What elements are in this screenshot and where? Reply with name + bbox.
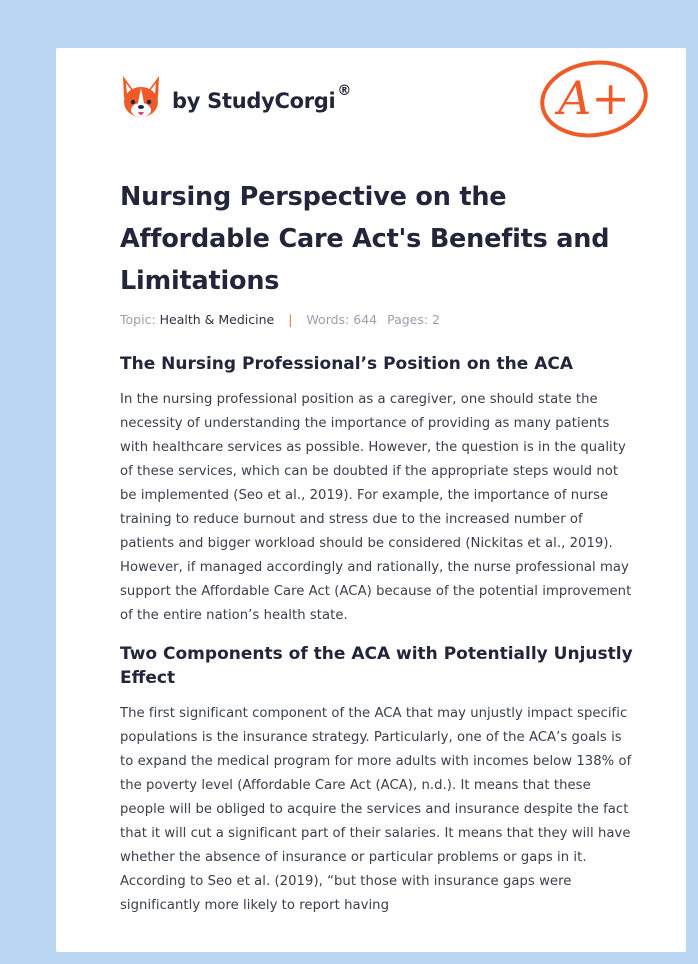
grade-text: A+ [558, 71, 630, 125]
section-heading: Two Components of the ACA with Potentially Unjustly Effect [120, 644, 633, 688]
brand-name: by StudyCorgi ® [172, 83, 352, 113]
essay-content [120, 352, 634, 932]
page-title: Nursing Perspective on the Affordable Care Act's Benefits and Limitations [120, 182, 610, 296]
section-paragraph: The first significant component of the ACA that may unjustly impact specific populations is the insurance strategy. Particularly, one of the ACA’s goals is to expand the medical program for more adults with incomes below 138% of the poverty level (Affordable Care Act (ACA), n.d.). It means that these people will be obliged to acquire the services and insurance despite the fact that it will cut a significant part of their salaries. It means that they will have whether the absence of insurance or particular problems or gaps in it. According to Seo et al. (2019), “but those with insurance gaps were significantly more likely to report having [120, 706, 632, 913]
page-count: Pages: 2 [387, 312, 441, 327]
grade-badge [538, 58, 650, 140]
topic-label: Topic: [120, 312, 156, 327]
corgi-logo-icon [120, 74, 162, 120]
meta-line [120, 312, 440, 327]
section-heading: The Nursing Professional’s Position on the ACA [120, 354, 573, 374]
topic-value[interactable]: Health & Medicine [159, 312, 275, 327]
registered-mark: ® [337, 83, 352, 99]
document-page [56, 48, 686, 952]
section-paragraph: In the nursing professional position as a caregiver, one should state the necessity of understanding the importance of providing as many patients with healthcare services as possible. However, the question is in the quality of these services, which can be doubted if the appropriate steps would not be implemented (Seo et al., 2019). For example, the importance of nurse training to reduce burnout and stress due to the increased number of patients and bigger workload should be considered (Nickitas et al., 2019). However, if managed accordingly and rationally, the nurse professional may support the Affordable Care Act (ACA) because of the potential improvement of the entire nation’s health state. [120, 392, 632, 623]
meta-separator: | [288, 312, 293, 327]
word-count: Words: 644 [306, 312, 378, 327]
